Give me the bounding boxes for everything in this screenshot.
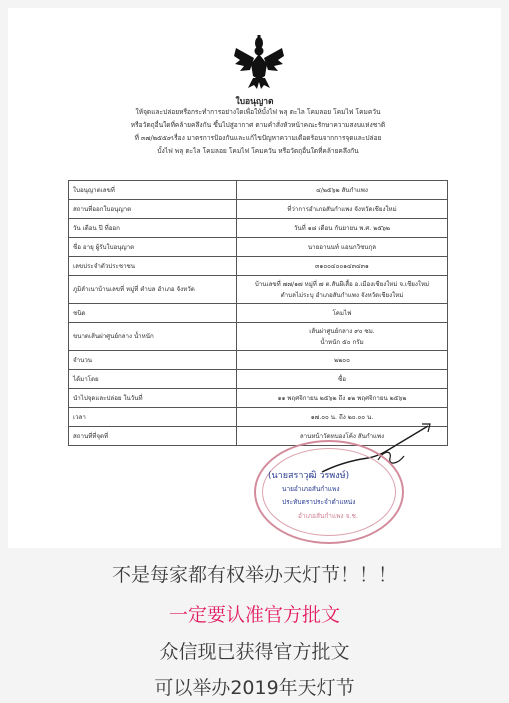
row-label: ขนาดเส้นผ่าศูนย์กลาง น้ำหนัก [69,323,237,351]
row-label: จำนวน [69,351,237,370]
row-label: เวลา [69,408,237,427]
garuda-emblem-icon [232,34,286,90]
table-row [69,276,448,304]
row-value-line: เส้นผ่าศูนย์กลาง ๙๐ ซม. [309,327,375,335]
row-value [237,238,448,257]
intro-line: หรือวัตถุอื่นใดที่คล้ายคลึงกัน ขึ้นไปสู่อากาศ ตามคำสั่งหัวหน้าคณะรักษาความสงบแห่งชาติ [130,121,386,129]
row-value [237,304,448,323]
row-value [237,200,448,219]
row-value-line: ๑๗.๐๐ น. ถึง ๒๐.๐๐ น. [310,414,374,421]
permit-table [68,180,448,446]
row-label: ได้มาโดย [69,370,237,389]
row-label: ใบอนุญาตเลขที่ [69,181,237,200]
row-value-line: บ้านเลขที่ ๗๗/๑๗ หมู่ที่ ๗ ต.สันผีเสื้อ อ.เมืองเชียงใหม่ จ.เชียงใหม่ [254,280,430,288]
row-label: สถานที่ที่จุดที่ [69,427,237,446]
row-value [237,181,448,200]
signatory-title-2: ประทับตราประจำตำแหน่ง [282,498,356,506]
table-row [69,181,448,200]
table-row [69,389,448,408]
intro-line: บั้งไฟ พลุ ตะไล โคมลอย โคมไฟ โคมควัน หรือวัตถุอื่นใดที่คล้ายคลึงกัน [157,147,359,155]
intro-line: ที่ ๓๗/๒๕๕๙เรื่อง มาตรการป้องกันและแก้ไขปัญหาความเดือดร้อนจากการจุดและปล่อย [134,134,382,142]
row-value-line: ที่ว่าการอำเภอสันกำแพง จังหวัดเชียงใหม่ [287,206,397,213]
row-label: นำไปจุดและปล่อย ในวันที่ [69,389,237,408]
row-value-line: ซื้อ [338,376,346,383]
row-label: ชนิด [69,304,237,323]
table-row [69,304,448,323]
row-value-line: น้ำหนัก ๕๐ กรัม [320,338,364,346]
row-value-line: ๒๒๐๐ [334,357,350,364]
row-value [237,257,448,276]
row-value-line: ๑๑ พฤศจิกายน ๒๕๖๒ ถึง ๑๒ พฤศจิกายน ๒๕๖๒ [277,395,407,402]
row-value-line: ลานหน้าวัดทบองโค้ง สันกำแพง [299,433,385,440]
table-row [69,351,448,370]
caption-line-3: 众信现已获得官方批文 [159,641,350,663]
table-row [69,323,448,351]
seal-text: อำเภอสันกำแพง จ.ช. [298,512,359,520]
row-value-line: ๓๑๐๐๔๐๐๑๔๓๔๓๑ [315,263,369,270]
table-row [69,219,448,238]
caption-line-4: 可以举办2019年天灯节 [154,677,355,699]
signatory-name: (นายสราวุฒิ วรพงษ์) [268,471,350,481]
row-label: วัน เดือน ปี ที่ออก [69,219,237,238]
row-value-line: วันที่ ๑๘ เดือน กันยายน พ.ศ. ๒๕๖๒ [293,225,391,232]
permit-document [8,8,501,548]
caption-line-1: 不是每家都有权举办天灯节！！！ [111,564,397,586]
row-value [237,219,448,238]
intro-line: ให้จุดและปล่อยหรือกระทำการอย่างใดเพื่อให้บั้งไฟ พลุ ตะไล โคมลอย โคมไฟ โคมควัน [135,108,381,116]
intro-text [78,106,438,158]
row-value-line: นายอานนท์ แอนกวิชนกุล [307,244,377,251]
table-row [69,370,448,389]
signatory-title: นายอำเภอสันกำแพง [282,485,340,493]
caption-line-2-highlight: 一定要认准官方批文 [168,604,340,626]
row-value-line: ๔/๒๕๖๒ สันกำแพง [316,187,368,194]
row-label: เลขประจำตัวประชาชน [69,257,237,276]
row-label: สถานที่ออกใบอนุญาต [69,200,237,219]
row-value [237,370,448,389]
row-value [237,276,448,304]
row-value [237,389,448,408]
document-title: ใบอนุญาต [235,97,274,107]
table-row [69,238,448,257]
row-value [237,351,448,370]
row-value [237,323,448,351]
row-value-line: โคมไฟ [332,310,352,317]
row-label: ชื่อ อายุ ผู้รับใบอนุญาต [69,238,237,257]
row-value-line: ตำบลไม่ระบุ อำเภอสันกำแพง จังหวัดเชียงใหม่ [280,291,404,299]
table-row [69,200,448,219]
table-row [69,257,448,276]
row-label: ภูมิลำเนาบ้านเลขที่ หมู่ที่ ตำบล อำเภอ จังหวัด [69,276,237,304]
